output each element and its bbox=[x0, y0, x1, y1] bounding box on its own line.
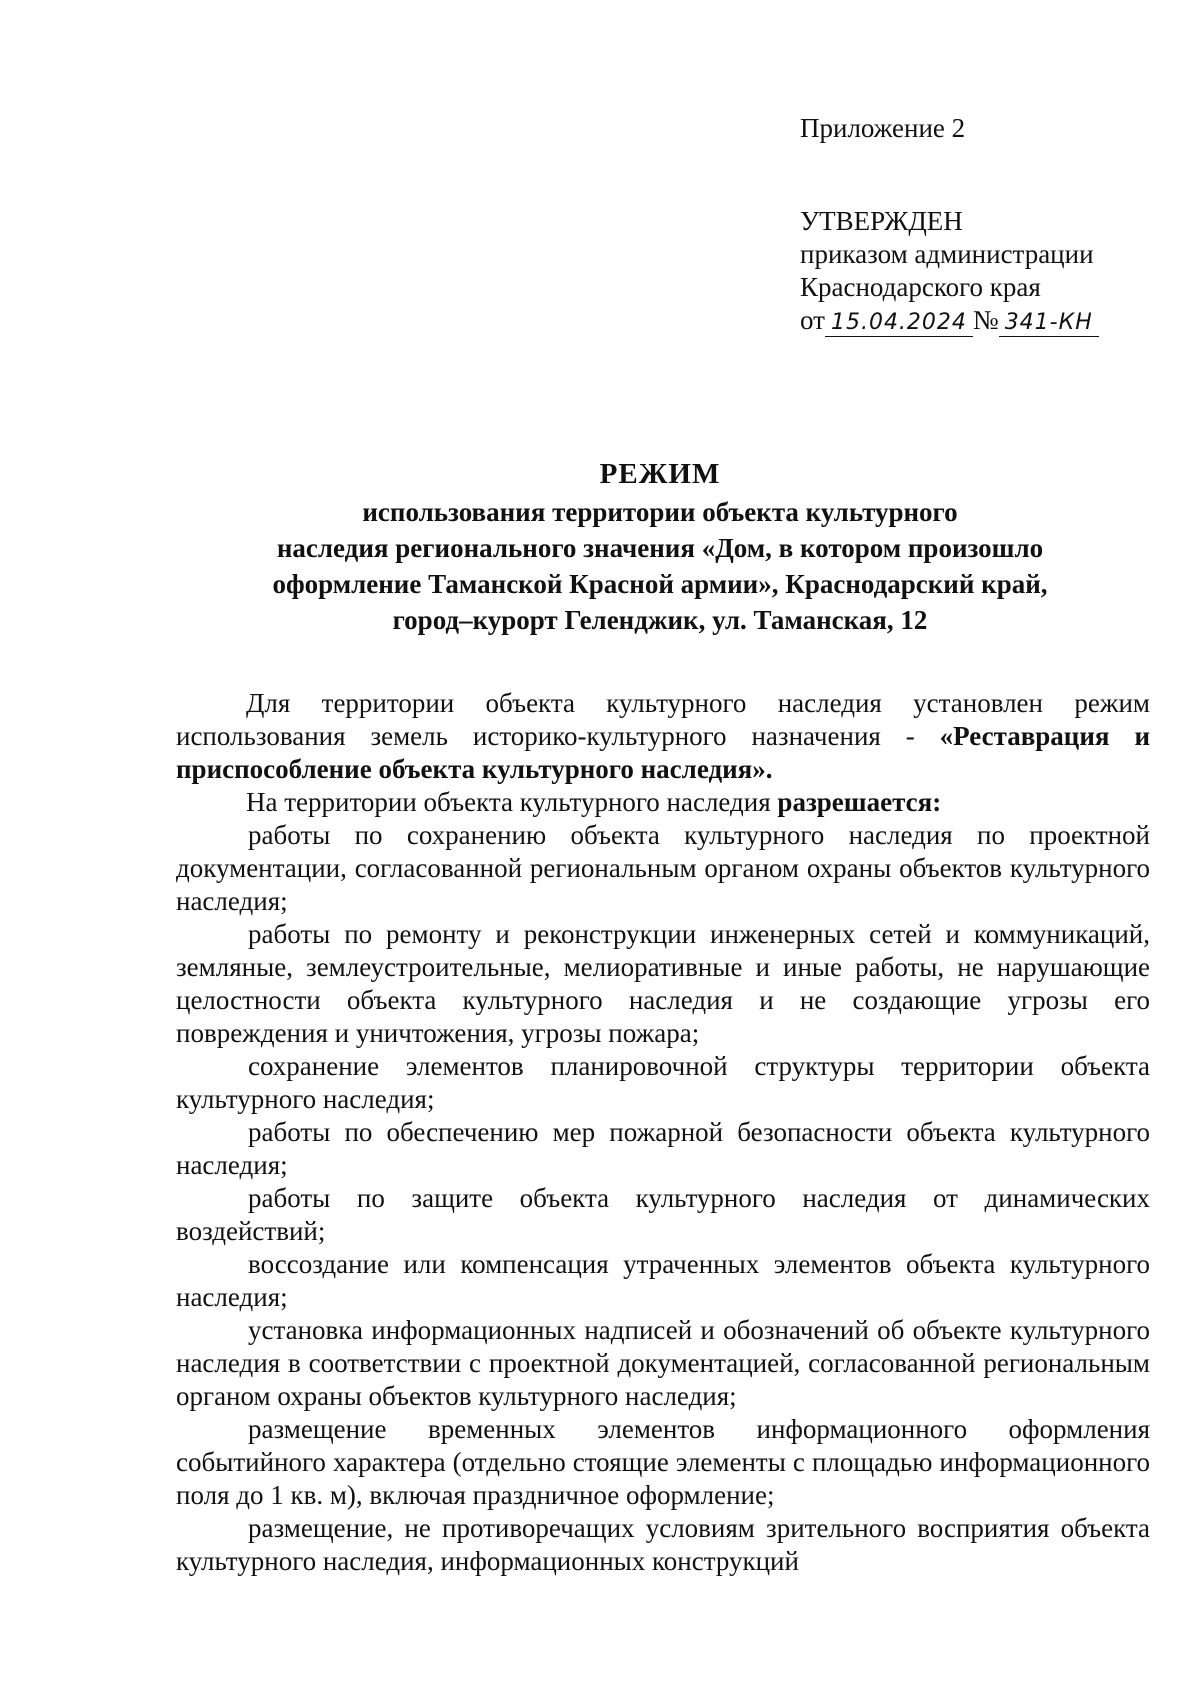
list-item: воссоздание или компенсация утраченных элементов объекта культурного наследия; bbox=[176, 1249, 1150, 1312]
title-line: оформление Таманской Красной армии», Краснодарский край, bbox=[272, 569, 1048, 599]
approved-label: УТВЕРЖДЕН bbox=[800, 206, 963, 236]
date-prefix: от bbox=[800, 305, 825, 335]
order-number: 341-КН bbox=[999, 310, 1099, 337]
by-order-label: приказом администрации bbox=[800, 239, 1094, 269]
list-item: работы по сохранению объекта культурного наследия по проектной документации, согласованной региональным органом охраны объектов культурного наследия; bbox=[176, 820, 1150, 916]
intro-mode-name: «Реставрация и приспособление объекта культурного наследия» bbox=[176, 721, 1151, 784]
list-item: сохранение элементов планировочной структуры территории объекта культурного наследия; bbox=[176, 1051, 1150, 1114]
approval-block bbox=[800, 112, 1160, 337]
allowed-text: На территории объекта культурного наследия bbox=[246, 787, 778, 817]
order-date: 15.04.2024 bbox=[825, 310, 973, 337]
number-sign: № bbox=[972, 305, 999, 335]
intro-paragraph bbox=[176, 687, 1150, 786]
title-line: город–курорт Геленджик, ул. Таманская, 12 bbox=[392, 605, 928, 635]
appendix-label: Приложение 2 bbox=[800, 113, 966, 143]
list-item: размещение, не противоречащих условиям зрительного восприятия объекта культурного наследия, информационных конструкций bbox=[176, 1513, 1150, 1576]
allowed-keyword: разрешается: bbox=[777, 787, 942, 817]
list-item: работы по защите объекта культурного наследия от динамических воздействий; bbox=[176, 1183, 1150, 1246]
allowed-paragraph bbox=[176, 786, 1150, 819]
list-item: установка информационных надписей и обозначений об объекте культурного наследия в соответствии с проектной документацией, согласованной региональным органом охраны объектов культурного наследия; bbox=[176, 1315, 1150, 1411]
title-line: наследия регионального значения «Дом, в котором произошло bbox=[276, 533, 1044, 563]
list-item: размещение временных элементов информационного оформления событийного характера (отдельно стоящие элементы с площадью информационного поля до 1 кв. м), включая праздничное оформление; bbox=[176, 1414, 1150, 1510]
title-line: использования территории объекта культурного bbox=[362, 497, 958, 527]
document-title bbox=[160, 456, 1160, 638]
intro-end: . bbox=[765, 754, 773, 784]
title-heading: РЕЖИМ bbox=[599, 458, 721, 490]
region-label: Краснодарского края bbox=[800, 272, 1041, 302]
order-date-line bbox=[800, 304, 1160, 337]
list-item: работы по обеспечению мер пожарной безопасности объекта культурного наследия; bbox=[176, 1117, 1150, 1180]
document-body bbox=[176, 687, 1150, 1578]
intro-text: Для территории объекта культурного наследия установлен режим использования земель историко-культурного назначения - bbox=[176, 688, 1150, 751]
list-item: работы по ремонту и реконструкции инженерных сетей и коммуникаций, земляные, землеустроительные, мелиоративные и иные работы, не нарушающие целостности объекта культурного наследия и не создающие угрозы его повреждения и уничтожения, угрозы пожара; bbox=[176, 919, 1150, 1048]
